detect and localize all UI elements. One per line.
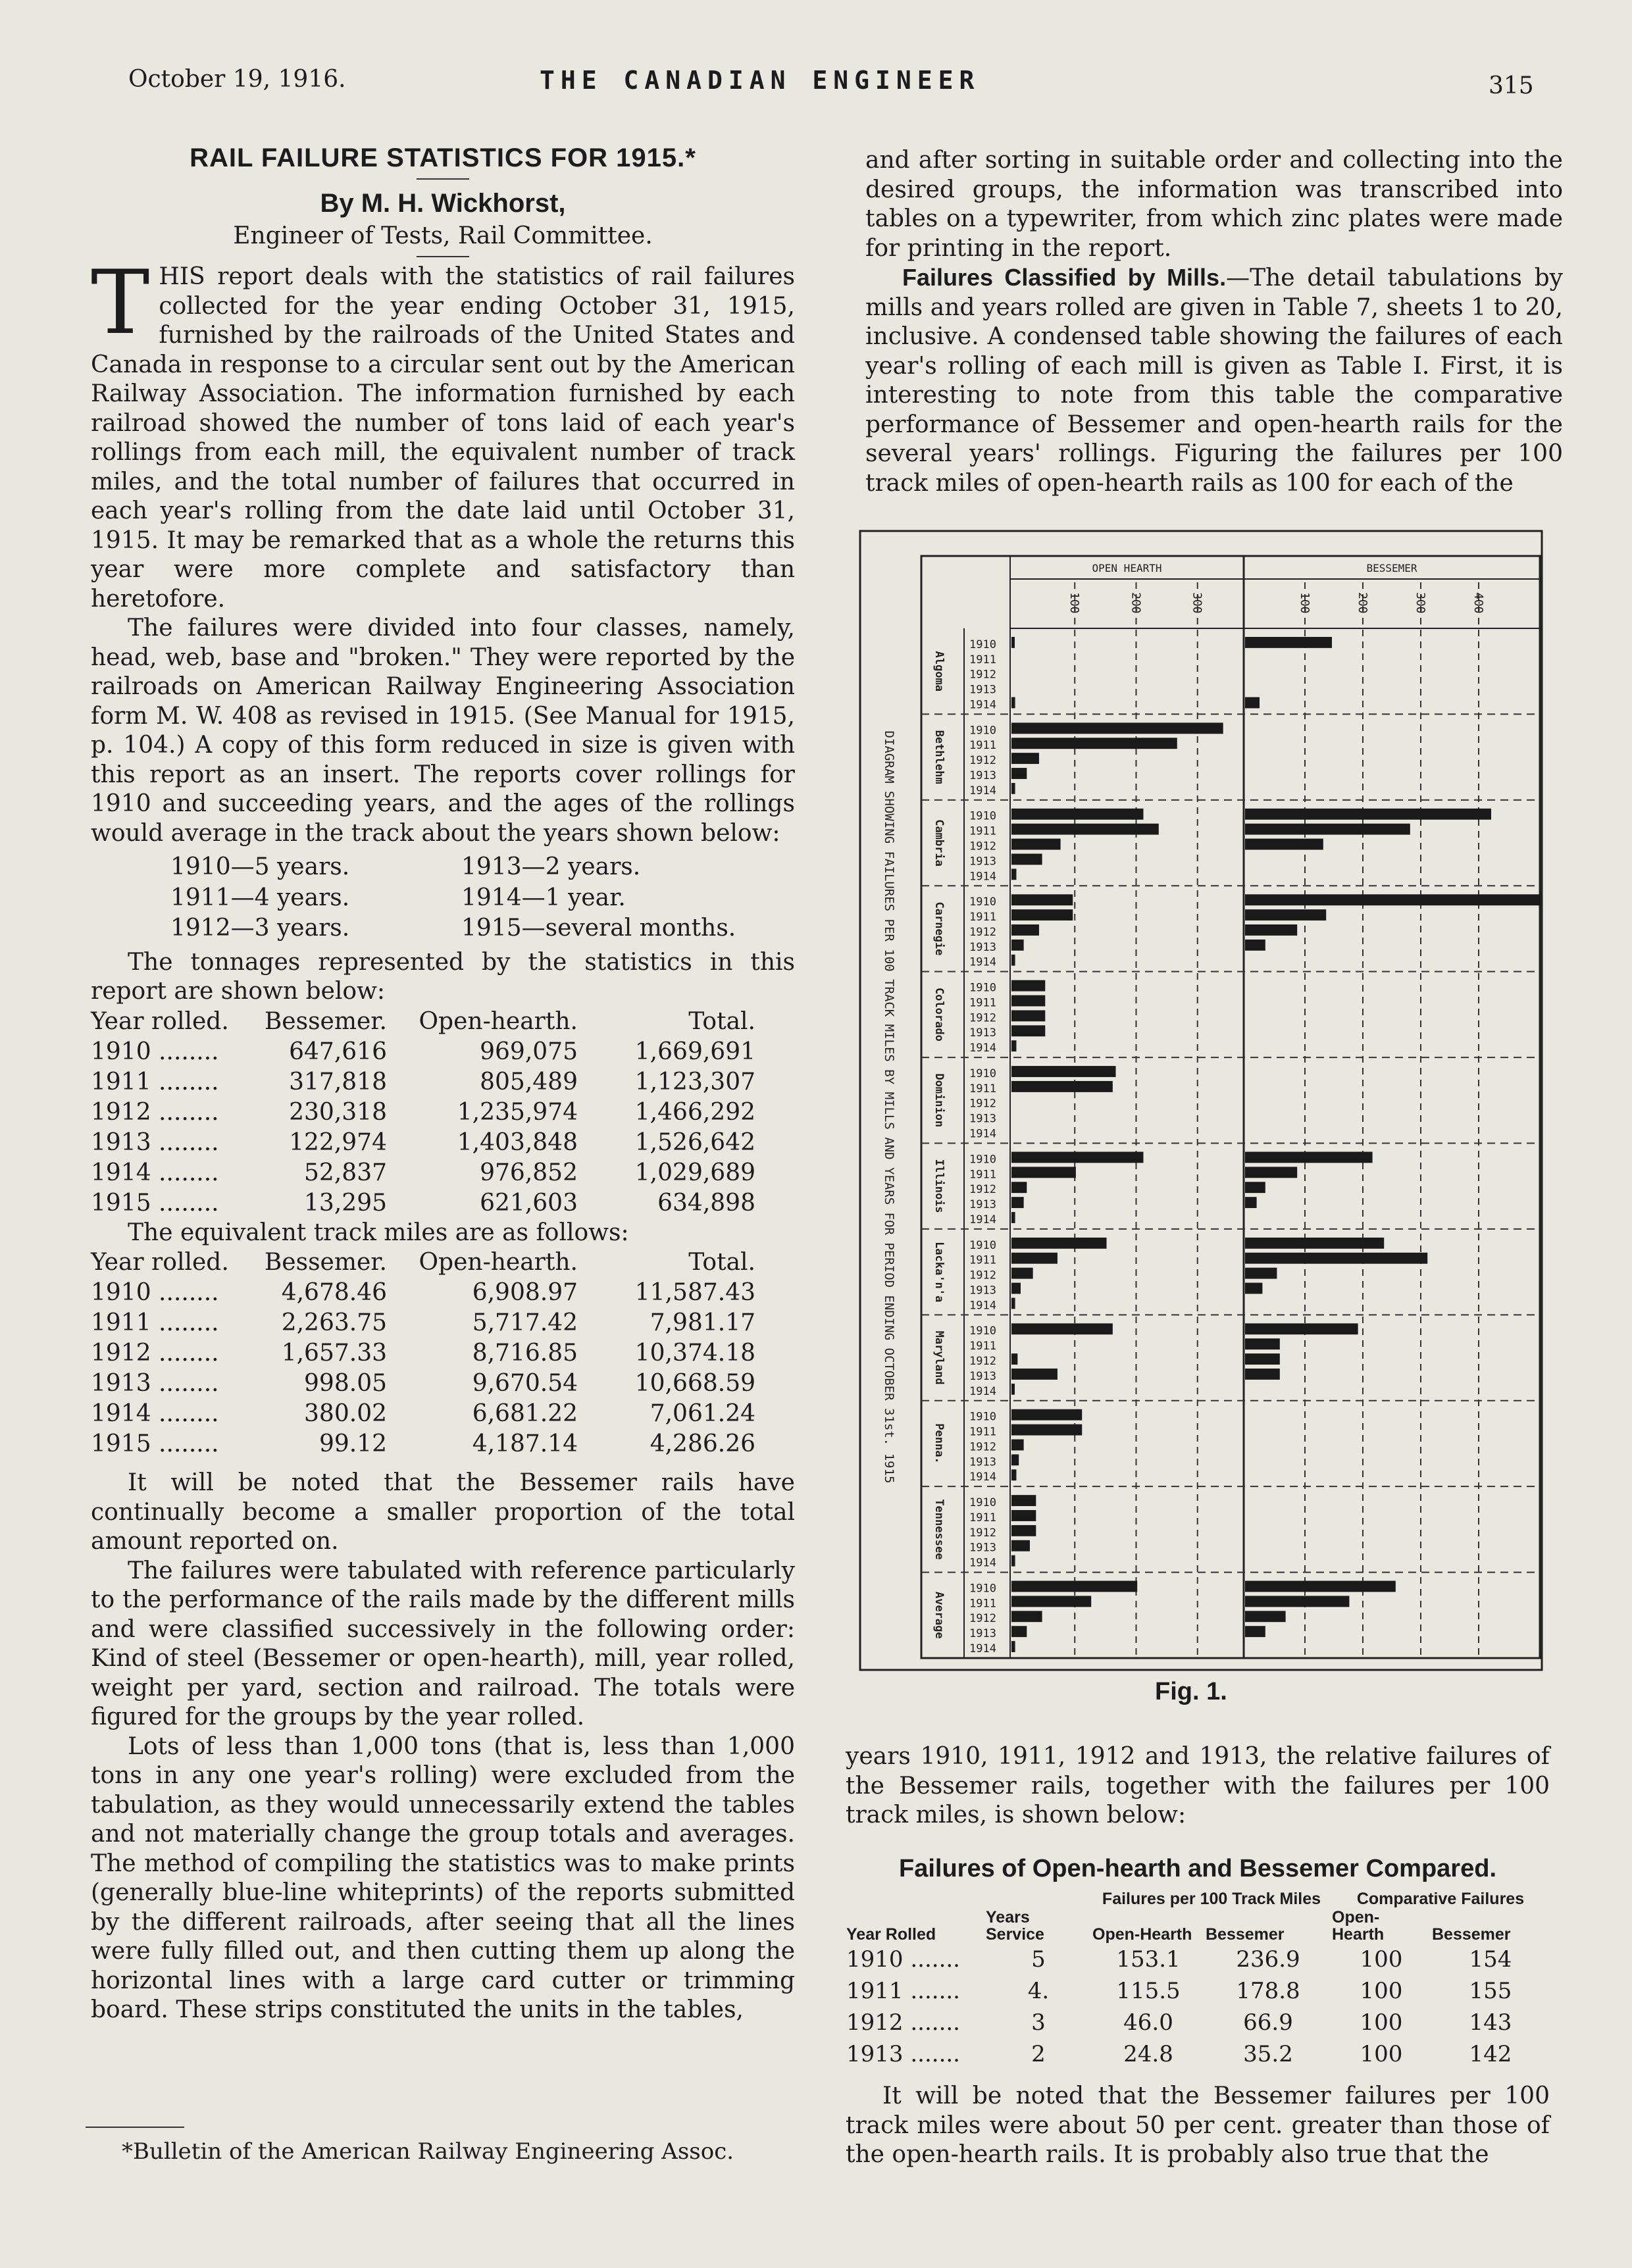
- year-label: 1912: [969, 925, 996, 939]
- year-label: 1913: [969, 1198, 996, 1212]
- year-label: 1910: [969, 809, 996, 823]
- oh-bar: [1011, 894, 1073, 905]
- year-label: 1910: [969, 724, 996, 738]
- oh-bar: [1011, 1555, 1015, 1567]
- year-label: 1914: [969, 1213, 996, 1226]
- failures-diagram: [859, 530, 1546, 1675]
- oh-bar: [1011, 1469, 1016, 1480]
- year-label: 1913: [969, 683, 996, 697]
- year-label: 1913: [969, 1541, 996, 1555]
- bessemer-bar: [1245, 894, 1541, 905]
- year-label: 1911: [969, 996, 996, 1010]
- tonnage-table: [91, 1007, 755, 1219]
- mill-label: Cambria: [932, 819, 946, 867]
- table-row: [91, 1037, 755, 1067]
- year-label: 1910: [969, 1582, 996, 1596]
- year-label: 1912: [969, 840, 996, 853]
- table-cell: 805,489: [480, 1068, 578, 1096]
- year-label: 1913: [969, 769, 996, 782]
- oh-bar: [1011, 1409, 1082, 1421]
- panel-title: OPEN HEARTH: [1092, 562, 1162, 574]
- oh-bar: [1011, 940, 1024, 951]
- bessemer-bar: [1245, 1283, 1262, 1294]
- table-row: [91, 1158, 755, 1188]
- table-cell: 969,075: [480, 1038, 578, 1065]
- table-cell: 1914 ........: [91, 1400, 219, 1427]
- page-number: 315: [1489, 72, 1534, 99]
- table-cell: 1,029,689: [634, 1159, 755, 1186]
- table-row: [91, 1429, 755, 1459]
- table-cell: 6,681.22: [472, 1400, 578, 1427]
- bessemer-bar: [1245, 909, 1326, 920]
- header-date: October 19, 1916.: [128, 66, 346, 93]
- year-label: 1913: [969, 1026, 996, 1040]
- table-header-row: Year rolled. Bessemer. Open-hearth. Total.: [91, 1007, 755, 1035]
- mill-label: Algoma: [932, 651, 946, 692]
- table-cell: 1913 ........: [91, 1370, 219, 1397]
- year-label: 1912: [969, 1440, 996, 1454]
- mill-label: Average: [932, 1591, 946, 1639]
- oh-bar: [1011, 768, 1027, 779]
- table-cell: 4.: [1027, 1978, 1050, 2004]
- mill-label: Illinois: [932, 1159, 946, 1213]
- year-label: 1914: [969, 698, 996, 712]
- table-cell: 46.0: [1123, 2009, 1173, 2036]
- oh-bar: [1011, 753, 1039, 764]
- year-label: 1912: [969, 1183, 996, 1197]
- oh-bar: [1011, 1440, 1024, 1451]
- mill-label: Colorado: [932, 987, 946, 1042]
- year-label: 1911: [969, 1597, 996, 1611]
- year-label: 1914: [969, 784, 996, 797]
- table-row: [91, 1067, 755, 1097]
- mill-label: Carnegie: [932, 901, 946, 956]
- table-cell: 6,908.97: [472, 1279, 578, 1306]
- bessemer-bar: [1245, 809, 1491, 820]
- oh-bar: [1011, 722, 1223, 734]
- oh-bar: [1011, 1167, 1076, 1178]
- oh-bar: [1011, 1253, 1058, 1264]
- table-cell: 1,235,974: [457, 1098, 578, 1126]
- tick-label: 100: [1298, 592, 1312, 614]
- year-label: 1911: [969, 1082, 996, 1096]
- year-label: 1914: [969, 1642, 996, 1655]
- oh-bar: [1011, 1298, 1015, 1309]
- mill-label: Bethlehm: [932, 730, 946, 784]
- year-label: 1914: [969, 1556, 996, 1570]
- oh-bar: [1011, 809, 1143, 820]
- table-row: [846, 1944, 1550, 1975]
- table-cell: 998.05: [304, 1370, 387, 1397]
- right-column-bottom: [846, 1742, 1550, 2170]
- oh-bar: [1011, 853, 1042, 865]
- paragraph: The tonnages represented by the statistics in this report are shown below:: [91, 948, 795, 1005]
- bessemer-bar: [1245, 637, 1332, 648]
- oh-bar: [1011, 1283, 1021, 1294]
- bessemer-bar: [1245, 924, 1297, 936]
- table-cell: 1913 ........: [91, 1128, 219, 1156]
- bessemer-bar: [1245, 824, 1410, 835]
- table-cell: 1910 .......: [846, 1946, 960, 1973]
- table-cell: 1915 ........: [91, 1430, 219, 1457]
- byline: By M. H. Wickhorst,: [320, 188, 566, 218]
- table-cell: 1,657.33: [281, 1340, 387, 1367]
- year-label: 1910: [969, 1324, 996, 1338]
- table-cell: 1911 .......: [846, 1978, 960, 2004]
- year-label: 1914: [969, 870, 996, 884]
- year-label: 1911: [969, 653, 996, 667]
- table-cell: 1,669,691: [634, 1038, 755, 1065]
- table-cell: 647,616: [289, 1038, 387, 1065]
- oh-bar: [1011, 980, 1045, 992]
- oh-bar: [1011, 909, 1073, 920]
- bessemer-bar: [1245, 1152, 1373, 1163]
- right-column-top: [865, 146, 1563, 498]
- tick-label: 100: [1067, 592, 1082, 614]
- tick-label: 300: [1414, 592, 1427, 614]
- bessemer-bar: [1245, 1268, 1277, 1279]
- compare-title: Failures of Open-hearth and Bessemer Compared.: [898, 1854, 1496, 1882]
- table-row: [846, 1975, 1550, 2007]
- bessemer-bar: [1245, 940, 1265, 951]
- table-cell: 11,587.43: [634, 1279, 755, 1306]
- year-label: 1913: [969, 1284, 996, 1298]
- table-cell: 1914 ........: [91, 1159, 219, 1186]
- year-label: 1910: [969, 1496, 996, 1510]
- table-cell: 1912 ........: [91, 1098, 219, 1126]
- year-label: 1911: [969, 1168, 996, 1182]
- oh-bar: [1011, 1212, 1015, 1223]
- table-cell: 143: [1469, 2009, 1512, 2036]
- paragraph: and after sorting in suitable order and collecting into the desired groups, the information was transcribed into tables on a typewriter, from which zinc plates were made for printing in the report.: [865, 147, 1563, 262]
- year-label: 1910: [969, 1410, 996, 1424]
- table-cell: 1,466,292: [634, 1098, 755, 1126]
- oh-bar: [1011, 1596, 1091, 1607]
- mill-label: Lacka'n'a: [932, 1242, 946, 1303]
- oh-bar: [1011, 1540, 1030, 1551]
- oh-bar: [1011, 1525, 1036, 1536]
- bessemer-bar: [1245, 1167, 1297, 1178]
- panel-title: BESSEMER: [1366, 562, 1417, 574]
- table-cell: 236.9: [1236, 1946, 1300, 1973]
- bessemer-bar: [1245, 1338, 1280, 1349]
- table-cell: 380.02: [304, 1400, 387, 1427]
- ages-list: 1910—5 years. 1913—2 years. 1911—4 years. 1914—1 year. 1912—3 years. 1915—several months.: [170, 853, 736, 942]
- year-label: 1910: [969, 895, 996, 909]
- table-cell: 100: [1360, 1978, 1403, 2004]
- table-cell: 100: [1360, 2041, 1403, 2067]
- year-label: 1911: [969, 1253, 996, 1267]
- table-cell: 7,981.17: [650, 1309, 755, 1336]
- oh-bar: [1011, 783, 1015, 794]
- table-cell: 155: [1469, 1978, 1512, 2004]
- paragraph: The equivalent track miles are as follows:: [128, 1219, 629, 1246]
- oh-bar: [1011, 1040, 1016, 1051]
- table-cell: 13,295: [304, 1189, 387, 1217]
- table-cell: 178.8: [1236, 1978, 1300, 2004]
- paragraph: Failures Classified by Mills.—The detail tabulations by mills and years rolled are given in Table 7, sheets 1 to 20, inclusive. A condensed table showing the failures of each year's rolling of each mill is given as Table I. First, it is interesting to note from this table the comparative performance of Bessemer and open-hearth rails for the several years' rollings. Figuring the failures per 100 track miles of open-hearth rails as 100 for each of the: [865, 264, 1563, 497]
- table-cell: 52,837: [304, 1159, 387, 1186]
- table-cell: 634,898: [657, 1189, 755, 1217]
- paragraph: THIS report deals with the statistics of rail failures collected for the year ending October 31, 1915, furnished by the railroads of the United States and Canada in response to a circular sent out by the American Railway Association. The information furnished by each railroad showed the number of tons laid of each year's rollings from each mill, the equivalent number of track miles, and the total number of failures that occurred in each year's rolling from the date laid until October 31, 1915. It may be remarked that as a whole the returns this year were more complete and satisfactory than heretofore.: [91, 251, 795, 613]
- table-row: [91, 1399, 755, 1429]
- paragraph: It will be noted that the Bessemer failures per 100 track miles were about 50 per cent. greater than those of the open-hearth rails. It is probably also true that the: [846, 2082, 1550, 2168]
- footnote-rule: [86, 2127, 184, 2128]
- year-label: 1910: [969, 638, 996, 651]
- table-cell: 1912 ........: [91, 1340, 219, 1367]
- figure-caption: Fig. 1.: [1155, 1678, 1227, 1705]
- year-label: 1914: [969, 955, 996, 969]
- bessemer-bar: [1245, 1197, 1257, 1208]
- oh-bar: [1011, 1268, 1033, 1279]
- oh-bar: [1011, 1369, 1058, 1380]
- table-cell: 2: [1031, 2041, 1046, 2067]
- table-cell: 4,187.14: [472, 1430, 578, 1457]
- table-cell: 976,852: [480, 1159, 578, 1186]
- oh-bar: [1011, 839, 1061, 850]
- year-label: 1912: [969, 1354, 996, 1368]
- year-label: 1911: [969, 1340, 996, 1353]
- table-cell: 10,374.18: [634, 1340, 755, 1367]
- table-cell: 1910 ........: [91, 1038, 219, 1065]
- year-label: 1911: [969, 1425, 996, 1439]
- oh-bar: [1011, 1641, 1015, 1652]
- oh-bar: [1011, 824, 1159, 835]
- table-cell: 154: [1469, 1946, 1512, 1973]
- year-label: 1910: [969, 981, 996, 995]
- oh-bar: [1011, 995, 1045, 1007]
- mill-label: Dominion: [932, 1073, 946, 1128]
- table-row: [91, 1278, 755, 1308]
- table-cell: 1911 ........: [91, 1068, 219, 1096]
- figure-frame: [860, 531, 1542, 1670]
- table-cell: 66.9: [1243, 2009, 1293, 2036]
- year-label: 1913: [969, 1369, 996, 1383]
- affiliation: Engineer of Tests, Rail Committee.: [233, 222, 653, 249]
- table-cell: 2,263.75: [281, 1309, 387, 1336]
- oh-bar: [1011, 955, 1015, 966]
- table-cell: 122,974: [289, 1128, 387, 1156]
- oh-bar: [1011, 1353, 1017, 1365]
- year-label: 1913: [969, 1627, 996, 1641]
- table-cell: 4,286.26: [650, 1430, 755, 1457]
- table-cell: 317,818: [289, 1068, 387, 1096]
- year-label: 1912: [969, 1269, 996, 1282]
- table-cell: 621,603: [480, 1189, 578, 1217]
- year-label: 1912: [969, 1526, 996, 1540]
- oh-bar: [1011, 637, 1015, 648]
- mill-label: Penna.: [932, 1423, 946, 1464]
- year-label: 1911: [969, 1511, 996, 1525]
- table-cell: 24.8: [1123, 2041, 1173, 2067]
- bessemer-bar: [1245, 1596, 1349, 1607]
- paragraph: Lots of less than 1,000 tons (that is, less than 1,000 tons in any one year's rolling) were excluded from the tabulation, as they would unnecessarily extend the tables and not materially change the group totals and averages. The method of compiling the statistics was to make prints (generally blue-line whiteprints) of the reports submitted by the different railroads, after seeing that all the lines were fully filled out, and then cutting them up along the horizontal lines with a large card cutter or trimming board. These strips constituted the units in the tables,: [91, 1732, 795, 2023]
- oh-bar: [1011, 1581, 1137, 1592]
- year-label: 1914: [969, 1299, 996, 1313]
- chart-title: DIAGRAM SHOWING FAILURES PER 100 TRACK MILES BY MILLS AND YEARS FOR PERIOD ENDING OCTOBER 31st. 1915: [882, 730, 896, 1484]
- table-cell: 100: [1360, 1946, 1403, 1973]
- bessemer-bar: [1245, 697, 1260, 709]
- year-label: 1914: [969, 1471, 996, 1484]
- year-label: 1910: [969, 1238, 996, 1252]
- paragraph: years 1910, 1911, 1912 and 1913, the relative failures of the Bessemer rails, together with the failures per 100 track miles, is shown below:: [846, 1743, 1550, 1828]
- article-title: RAIL FAILURE STATISTICS FOR 1915.*: [190, 143, 696, 172]
- table-cell: 5: [1031, 1946, 1046, 1973]
- table-row: [846, 2007, 1550, 2038]
- table-cell: 1,403,848: [457, 1128, 578, 1156]
- oh-bar: [1011, 1510, 1036, 1521]
- mill-label: Maryland: [932, 1330, 946, 1385]
- oh-bar: [1011, 1424, 1082, 1436]
- journal-title: THE CANADIAN ENGINEER: [540, 66, 981, 95]
- table-cell: 1912 .......: [846, 2009, 960, 2036]
- oh-bar: [1011, 1626, 1027, 1637]
- table-cell: 1,123,307: [634, 1068, 755, 1096]
- year-label: 1911: [969, 911, 996, 924]
- year-label: 1913: [969, 855, 996, 869]
- table-cell: 5,717.42: [472, 1309, 578, 1336]
- table-cell: 230,318: [289, 1098, 387, 1126]
- year-label: 1911: [969, 739, 996, 753]
- tick-label: 200: [1356, 592, 1369, 614]
- oh-bar: [1011, 1066, 1116, 1077]
- tick-label: 400: [1471, 592, 1485, 614]
- left-column: [91, 143, 795, 2025]
- bessemer-bar: [1245, 1611, 1286, 1622]
- table-cell: 100: [1360, 2009, 1403, 2036]
- tick-label: 200: [1129, 592, 1143, 614]
- footnote: *Bulletin of the American Railway Engineering Assoc.: [122, 2138, 734, 2165]
- year-label: 1914: [969, 1384, 996, 1398]
- table-row: [91, 1097, 755, 1128]
- oh-bar: [1011, 1197, 1024, 1208]
- table-row: [846, 2038, 1550, 2070]
- bessemer-bar: [1245, 839, 1323, 850]
- oh-bar: [1011, 1495, 1036, 1506]
- table-cell: 1913 .......: [846, 2041, 960, 2067]
- year-label: 1912: [969, 668, 996, 682]
- drop-cap: T: [91, 251, 150, 354]
- year-label: 1914: [969, 1042, 996, 1055]
- oh-bar: [1011, 1081, 1113, 1092]
- table-cell: 8,716.85: [472, 1340, 578, 1367]
- mill-label: Tennessee: [932, 1499, 946, 1560]
- oh-bar: [1011, 1454, 1019, 1465]
- table-row: [91, 1308, 755, 1338]
- oh-bar: [1011, 1238, 1107, 1249]
- table-cell: 3: [1031, 2009, 1046, 2036]
- table-cell: 99.12: [319, 1430, 387, 1457]
- bessemer-bar: [1245, 1581, 1396, 1592]
- table-cell: 1,526,642: [634, 1128, 755, 1156]
- table-cell: 7,061.24: [650, 1400, 755, 1427]
- year-label: 1913: [969, 940, 996, 954]
- oh-bar: [1011, 1611, 1042, 1622]
- paragraph: The failures were tabulated with reference particularly to the performance of the rails made by the different mills and were classified successively in the following order: Kind of steel (Bessemer or open-hearth), mill, year rolled, weight per yard, section and railroad. The totals were figured for the groups by the year rolled.: [91, 1557, 795, 1730]
- divider: [417, 256, 469, 257]
- oh-bar: [1011, 1025, 1045, 1036]
- bessemer-bar: [1245, 1253, 1427, 1264]
- oh-bar: [1011, 1384, 1015, 1395]
- table-cell: 115.5: [1116, 1978, 1181, 2004]
- divider: [417, 178, 469, 180]
- table-header-row: Year rolled. Bessemer. Open-hearth. Total.: [91, 1249, 755, 1276]
- oh-bar: [1011, 738, 1177, 749]
- compare-table: Failures per 100 Track Miles Comparative Failures Year Rolled Years Service Open-Hearth Bessemer Open-Hearth Bessemer 1910 ....... 5 153.1 236.9 100 154 1911 ....... 4. 115.5 178.8 100 155 1912 ....... 3 46.0 66.9 100 143 1913 ....... 2 24.8 35.2 100 142: [846, 1890, 1550, 2070]
- oh-bar: [1011, 1010, 1045, 1021]
- year-label: 1912: [969, 1097, 996, 1111]
- table-row: [91, 1128, 755, 1158]
- bessemer-bar: [1245, 1369, 1280, 1380]
- paragraph: It will be noted that the Bessemer rails have continually become a smaller proportion of the total amount reported on.: [91, 1469, 795, 1555]
- oh-bar: [1011, 924, 1039, 936]
- table-cell: 142: [1469, 2041, 1512, 2067]
- year-label: 1912: [969, 1011, 996, 1025]
- year-label: 1914: [969, 1127, 996, 1141]
- table-cell: 35.2: [1243, 2041, 1293, 2067]
- bessemer-bar: [1245, 1323, 1358, 1334]
- year-label: 1913: [969, 1455, 996, 1469]
- table-row: [91, 1369, 755, 1399]
- table-cell: 1911 ........: [91, 1309, 219, 1336]
- table-cell: 10,668.59: [634, 1370, 755, 1397]
- chart-border: [921, 556, 1540, 1658]
- table-cell: 1915 ........: [91, 1189, 219, 1217]
- year-label: 1910: [969, 1067, 996, 1080]
- track-miles-table: [91, 1247, 755, 1459]
- table-cell: 1910 ........: [91, 1279, 219, 1306]
- year-label: 1912: [969, 754, 996, 768]
- oh-bar: [1011, 697, 1015, 709]
- oh-bar: [1011, 1152, 1143, 1163]
- year-label: 1912: [969, 1612, 996, 1626]
- table-cell: 153.1: [1116, 1946, 1181, 1973]
- table-row: [91, 1188, 755, 1219]
- oh-bar: [1011, 1323, 1113, 1334]
- oh-bar: [1011, 1182, 1027, 1193]
- year-label: 1913: [969, 1112, 996, 1126]
- tick-label: 300: [1190, 592, 1204, 614]
- bessemer-bar: [1245, 1238, 1384, 1249]
- table-row: [91, 1338, 755, 1369]
- bessemer-bar: [1245, 1182, 1265, 1193]
- bessemer-bar: [1245, 1353, 1280, 1365]
- paragraph: The failures were divided into four classes, namely, head, web, base and "broken." They were reported by the railroads on American Railway Engineering Association form M. W. 408 as revised in 1915. (See Manual for 1915, p. 104.) A copy of this form reduced in size is given with this report as an insert. The reports cover rollings for 1910 and succeeding years, and the ages of the rollings would average in the track about the years shown below:: [91, 615, 795, 847]
- bessemer-bar: [1245, 1626, 1265, 1637]
- oh-bar: [1011, 869, 1016, 880]
- table-cell: 4,678.46: [281, 1279, 387, 1306]
- table-cell: 9,670.54: [472, 1370, 578, 1397]
- year-label: 1910: [969, 1153, 996, 1167]
- year-label: 1911: [969, 824, 996, 838]
